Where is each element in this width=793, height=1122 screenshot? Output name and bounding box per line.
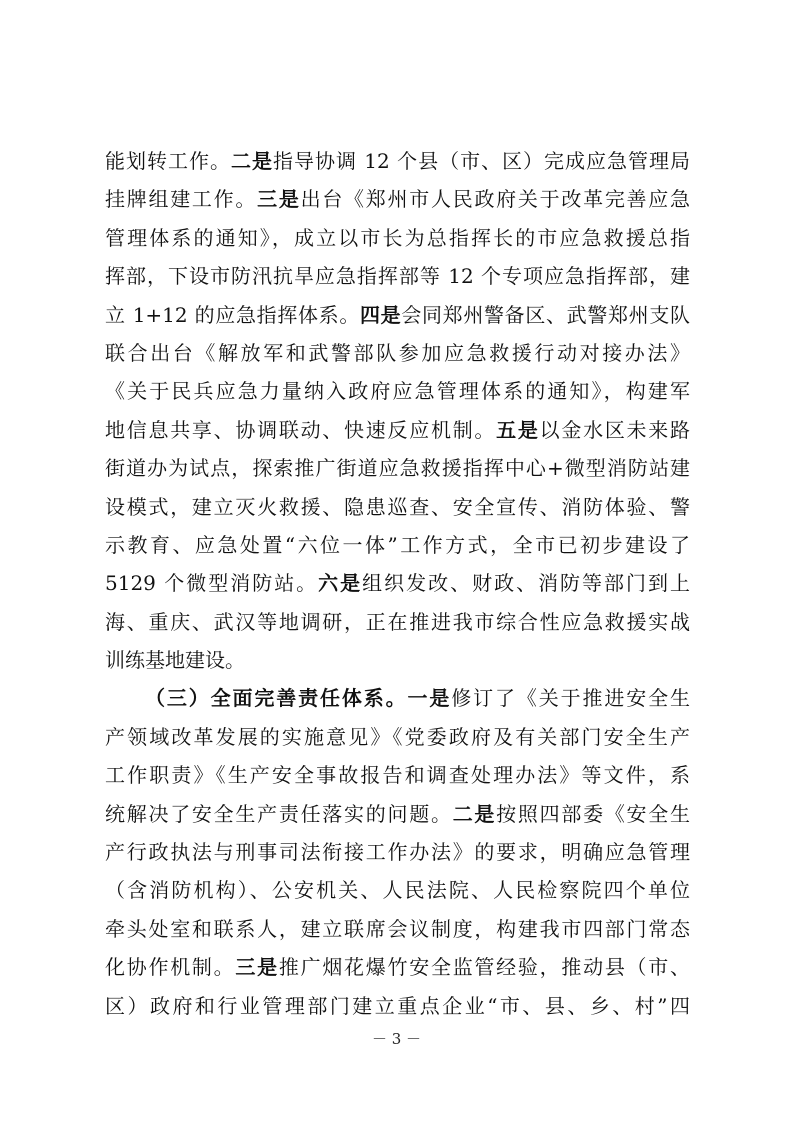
text-run: 推广烟花爆竹安全监管经验，推动县（市、 [278,955,691,980]
text-line [105,718,690,756]
text-run: 联合出台《解放军和武警部队参加应急救援行动对接办法》 [105,340,690,365]
text-run: 会同郑州警备区、武警郑州支队 [401,302,690,327]
text-line [105,180,690,218]
body-text [105,142,690,1025]
text-line [105,948,690,986]
text-line [105,833,690,871]
bold-text: 一是 [407,686,452,711]
text-run: 挂牌组建工作。 [105,187,258,212]
text-run: 街道办为试点，探索推广街道应急救援指挥中心+微型消防站建 [105,456,690,481]
bold-text: 六是 [318,571,363,596]
bold-text: 三是 [257,187,301,212]
text-run: 设模式，建立灭火救援、隐患巡查、安全宣传、消防体验、警 [105,494,690,519]
text-run: 牵头处室和联系人，建立联席会议制度，构建我市四部门常态 [105,916,690,941]
text-run: 指导协调 12 个县（市、区）完成应急管理局 [272,149,691,173]
text-run: 挥部，下设市防汛抗旱应急指挥部等 12 个专项应急指挥部，建 [105,264,690,289]
page-number: － 3 － [371,1030,422,1048]
text-run: 海、重庆、武汉等地调研，正在推进我市综合性应急救援实战 [105,609,690,634]
text-run: 训练基地建设。 [105,648,245,673]
text-line [105,334,690,372]
text-line [105,257,690,295]
text-line [105,411,690,449]
text-line [105,679,690,717]
text-run: 化协作机制。 [105,955,236,980]
text-run: 出台《郑州市人民政府关于改革完善应急 [300,187,691,212]
text-line [105,449,690,487]
paragraph [105,142,690,679]
bold-text: 五是 [496,417,540,442]
text-line [105,795,690,833]
bold-text: 二是 [452,801,497,826]
text-run: 示教育、应急处置“六位一体”工作方式，全市已初步建设了 [105,532,690,557]
bold-text: 四是 [359,302,402,327]
bold-text: （三）全面完善责任体系。 [145,686,408,711]
text-run: 产领域改革发展的实施意见》《党委政府及有关部门安全生产 [105,724,690,749]
text-run: 5129 个微型消防站。 [105,571,319,596]
text-line [105,142,690,180]
text-line [105,871,690,909]
text-run: 区）政府和行业管理部门建立重点企业“市、县、乡、村”四 [105,993,690,1018]
text-line [105,641,690,679]
text-run: 工作职责》《生产安全事故报告和调查处理办法》等文件，系 [105,763,690,788]
text-line [105,603,690,641]
bold-text: 三是 [235,955,279,980]
text-run: 修订了《关于推进安全生 [451,686,690,711]
text-line [105,372,690,410]
text-run: 地信息共享、协调联动、快速反应机制。 [105,417,497,442]
text-run: 统解决了安全生产责任落实的问题。 [105,801,453,826]
text-line [105,910,690,948]
text-run: 能划转工作。 [105,149,231,173]
text-line [105,296,690,334]
text-run: 管理体系的通知》，成立以市长为总指挥长的市应急救援总指 [105,225,690,250]
text-run: 产行政执法与刑事司法衔接工作办法》的要求，明确应急管理 [105,840,690,865]
text-line [105,219,690,257]
bold-text: 二是 [230,149,273,173]
text-line [105,526,690,564]
text-run: 组织发改、财政、消防等部门到上 [362,571,691,596]
text-line [105,564,690,602]
text-line [105,756,690,794]
text-run: 按照四部委《安全生 [496,801,691,826]
text-run: 《关于民兵应急力量纳入政府应急管理体系的通知》，构建军 [105,379,690,404]
text-line [105,488,690,526]
text-run: 以金水区未来路 [539,417,691,442]
text-line [105,987,690,1025]
paragraph [105,679,690,1025]
text-run: 立 1+12 的应急指挥体系。 [105,302,360,327]
text-run: （含消防机构）、公安机关、人民法院、人民检察院四个单位 [105,878,690,903]
